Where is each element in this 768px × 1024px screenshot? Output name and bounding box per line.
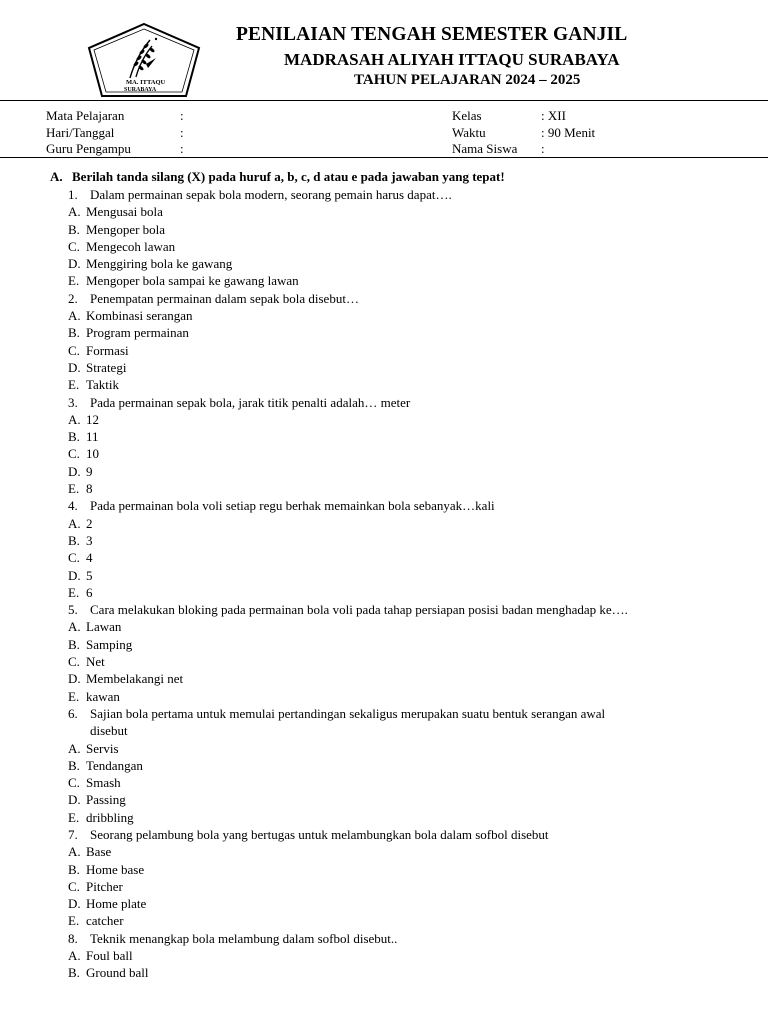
option-text: Ground ball: [86, 965, 149, 981]
answer-option: [0, 947, 768, 964]
option-letter: C.: [68, 238, 80, 254]
answer-option: [0, 878, 768, 895]
answer-option: [0, 255, 768, 272]
answer-option: [0, 238, 768, 255]
question-stem: Cara melakukan bloking pada permainan bola voli pada tahap persiapan posisi badan menghadap ke….: [90, 602, 628, 618]
answer-option: [0, 740, 768, 757]
option-text: Program permainan: [86, 325, 189, 341]
question-number: 2.: [68, 290, 78, 306]
option-text: Menggiring bola ke gawang: [86, 256, 233, 272]
answer-option: [0, 774, 768, 791]
answer-option: [0, 567, 768, 584]
question-text: [0, 601, 768, 618]
answer-option: [0, 549, 768, 566]
answer-option: [0, 411, 768, 428]
option-letter: E.: [68, 273, 80, 289]
option-letter: B.: [68, 221, 80, 237]
info-label: Hari/Tanggal: [46, 124, 115, 140]
info-value: :: [180, 141, 184, 156]
answer-option: [0, 307, 768, 324]
option-text: 2: [86, 515, 93, 531]
option-letter: E.: [68, 377, 80, 393]
option-letter: B.: [68, 861, 80, 877]
option-letter: D.: [68, 896, 81, 912]
section-letter: A.: [50, 169, 63, 184]
option-text: Smash: [86, 775, 121, 791]
info-row-date: [46, 125, 346, 142]
answer-option: [0, 791, 768, 808]
info-row-class: [452, 108, 752, 125]
info-value: :: [180, 124, 184, 140]
question-number: 8.: [68, 930, 78, 946]
answer-option: [0, 515, 768, 532]
option-text: 8: [86, 481, 93, 497]
question-stem: Penempatan permainan dalam sepak bola disebut…: [90, 290, 359, 306]
academic-year: TAHUN PELAJARAN 2024 – 2025: [354, 72, 581, 88]
option-text: Mengoper bola sampai ke gawang lawan: [86, 273, 299, 289]
question-number: 3.: [68, 394, 78, 410]
question-text: [0, 497, 768, 514]
question-number: 6.: [68, 705, 78, 721]
answer-option: [0, 463, 768, 480]
option-text: dribbling: [86, 809, 134, 825]
info-label: Mata Pelajaran: [46, 108, 125, 123]
school-logo-icon: [86, 22, 202, 98]
option-text: 12: [86, 411, 99, 427]
option-letter: D.: [68, 792, 81, 808]
question-text: [0, 186, 768, 203]
header-divider-bottom: [0, 157, 768, 158]
option-letter: B.: [68, 636, 80, 652]
question-list: [0, 186, 768, 982]
question-stem: Dalam permainan sepak bola modern, seorang pemain harus dapat….: [90, 187, 452, 202]
option-text: 4: [86, 550, 93, 566]
student-info-left: [46, 108, 346, 158]
option-letter: E.: [68, 688, 80, 704]
question-text: [0, 394, 768, 411]
answer-option: [0, 428, 768, 445]
question-number: 1.: [68, 187, 78, 202]
option-letter: E.: [68, 913, 80, 929]
question-text: [0, 930, 768, 947]
option-text: Taktik: [86, 377, 120, 393]
option-text: Mengusai bola: [86, 204, 163, 220]
option-text: Samping: [86, 636, 133, 652]
answer-option: [0, 445, 768, 462]
exam-title: PENILAIAN TENGAH SEMESTER GANJIL: [236, 24, 628, 45]
option-text: Tendangan: [86, 757, 143, 773]
option-letter: E.: [68, 481, 80, 497]
option-text: kawan: [86, 688, 120, 704]
question-number: 5.: [68, 602, 78, 618]
option-text: Pitcher: [86, 878, 123, 894]
option-text: Mengecoh lawan: [86, 238, 176, 254]
option-letter: B.: [68, 965, 80, 981]
info-label: Guru Pengampu: [46, 141, 131, 156]
info-row-teacher: [46, 141, 346, 158]
option-text: 3: [86, 532, 93, 548]
question-stem: Teknik menangkap bola melambung dalam sofbol disebut..: [90, 930, 398, 946]
answer-option: [0, 272, 768, 289]
option-text: 5: [86, 567, 93, 583]
option-text: 6: [86, 584, 93, 600]
info-label: Kelas: [452, 108, 482, 123]
logo-text-line2: SURABAYA: [124, 87, 157, 93]
option-letter: A.: [68, 948, 81, 964]
question-stem: Sajian bola pertama untuk memulai pertandingan sekaligus merupakan suatu bentuk serangan awal: [90, 705, 606, 721]
answer-option: [0, 670, 768, 687]
option-text: Mengoper bola: [86, 221, 166, 237]
option-letter: B.: [68, 532, 80, 548]
answer-option: [0, 757, 768, 774]
answer-option: [0, 843, 768, 860]
option-text: Passing: [86, 792, 126, 808]
answer-option: [0, 688, 768, 705]
option-letter: C.: [68, 342, 80, 358]
question-number: 4.: [68, 498, 78, 514]
answer-option: [0, 861, 768, 878]
option-letter: B.: [68, 757, 80, 773]
answer-option: [0, 895, 768, 912]
option-letter: D.: [68, 359, 81, 375]
question-text: [0, 290, 768, 307]
logo-text-line1: MA. ITTAQU: [126, 79, 166, 86]
option-letter: A.: [68, 411, 81, 427]
option-text: Membelakangi net: [86, 671, 184, 687]
student-info-right: [452, 108, 752, 158]
option-letter: B.: [68, 429, 80, 445]
option-text: 10: [86, 446, 99, 462]
info-row-time: [452, 125, 752, 142]
exam-header: [0, 0, 768, 100]
question-text: [0, 705, 768, 722]
option-letter: D.: [68, 463, 81, 479]
school-name: MADRASAH ALIYAH ITTAQU SURABAYA: [284, 50, 620, 69]
answer-option: [0, 964, 768, 981]
option-letter: C.: [68, 550, 80, 566]
option-text: Home base: [86, 861, 145, 877]
answer-option: [0, 636, 768, 653]
answer-option: [0, 809, 768, 826]
answer-option: [0, 618, 768, 635]
option-letter: D.: [68, 256, 81, 272]
option-letter: A.: [68, 619, 81, 635]
info-label: Waktu: [452, 124, 486, 140]
answer-option: [0, 221, 768, 238]
option-letter: A.: [68, 308, 81, 324]
answer-option: [0, 653, 768, 670]
option-text: 11: [86, 429, 99, 445]
header-divider-top: [0, 100, 768, 101]
question-number: 7.: [68, 826, 78, 842]
info-value: :: [541, 141, 545, 156]
option-letter: B.: [68, 325, 80, 341]
option-text: Kombinasi serangan: [86, 308, 193, 324]
question-stem: Pada permainan bola voli setiap regu berhak memainkan bola sebanyak…kali: [90, 498, 495, 514]
instruction-text: Berilah tanda silang (X) pada huruf a, b, c, d atau e pada jawaban yang tepat!: [72, 169, 505, 184]
option-letter: C.: [68, 446, 80, 462]
info-label: Nama Siswa: [452, 141, 518, 156]
info-row-subject: [46, 108, 346, 125]
section-instruction: [50, 169, 505, 185]
option-text: Lawan: [86, 619, 122, 635]
option-text: Home plate: [86, 896, 147, 912]
option-letter: A.: [68, 204, 81, 220]
option-text: Servis: [86, 740, 119, 756]
question-stem: Pada permainan sepak bola, jarak titik penalti adalah… meter: [90, 394, 411, 410]
info-value: : XII: [541, 108, 566, 123]
option-text: Foul ball: [86, 948, 133, 964]
option-letter: D.: [68, 567, 81, 583]
option-letter: C.: [68, 878, 80, 894]
option-letter: A.: [68, 515, 81, 531]
option-text: Strategi: [86, 359, 127, 375]
info-row-student-name: [452, 141, 752, 158]
info-value: : 90 Menit: [541, 124, 596, 140]
option-letter: E.: [68, 809, 80, 825]
answer-option: [0, 912, 768, 929]
answer-option: [0, 324, 768, 341]
question-text: [0, 826, 768, 843]
option-text: catcher: [86, 913, 124, 929]
question-text-continued: disebut: [90, 723, 128, 739]
info-value: :: [180, 108, 184, 123]
answer-option: [0, 359, 768, 376]
answer-option: [0, 203, 768, 220]
option-letter: A.: [68, 844, 81, 860]
answer-option: [0, 480, 768, 497]
option-text: Net: [86, 654, 105, 670]
question-stem: Seorang pelambung bola yang bertugas untuk melambungkan bola dalam sofbol disebut: [90, 826, 549, 842]
option-letter: C.: [68, 654, 80, 670]
option-letter: D.: [68, 671, 81, 687]
answer-option: [0, 342, 768, 359]
option-letter: E.: [68, 584, 80, 600]
answer-option: [0, 376, 768, 393]
answer-option: [0, 532, 768, 549]
option-letter: C.: [68, 775, 80, 791]
answer-option: [0, 584, 768, 601]
option-text: Formasi: [86, 342, 129, 358]
option-text: 9: [86, 463, 93, 479]
option-text: Base: [86, 844, 112, 860]
option-letter: A.: [68, 740, 81, 756]
